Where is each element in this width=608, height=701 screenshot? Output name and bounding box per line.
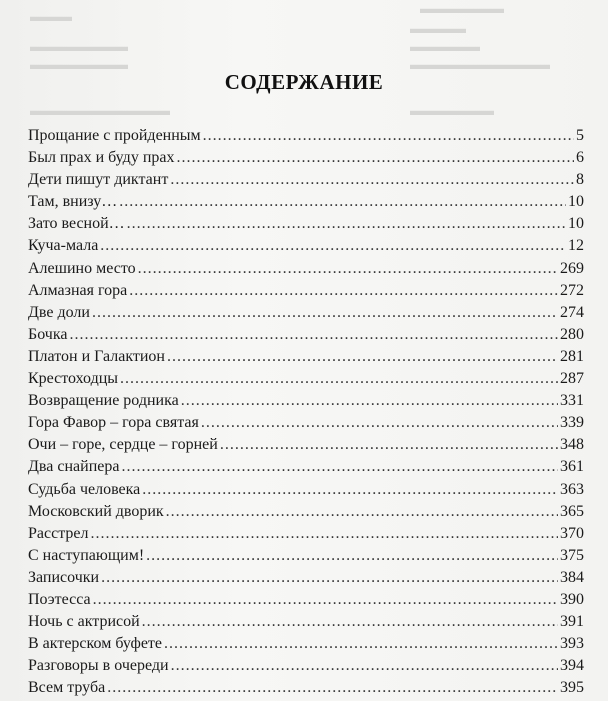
entry-title: Гора Фавор – гора святая <box>28 414 199 432</box>
toc-entry[interactable] <box>28 479 584 501</box>
toc-entry[interactable] <box>28 302 584 324</box>
entry-page: 361 <box>560 458 584 476</box>
toc-entry[interactable] <box>28 368 584 390</box>
entry-page: 348 <box>560 436 584 454</box>
toc-entry[interactable] <box>28 235 584 257</box>
entry-title: Был прах и буду прах <box>28 149 175 167</box>
entry-title: Записочки <box>28 568 100 586</box>
toc-entry[interactable] <box>28 434 584 456</box>
toc-entry[interactable] <box>28 147 584 169</box>
dot-leader <box>142 479 558 501</box>
toc-entry[interactable] <box>28 169 584 191</box>
dot-leader <box>203 125 574 147</box>
entry-page: 384 <box>560 568 584 586</box>
toc-entry[interactable] <box>28 545 584 567</box>
toc-title: СОДЕРЖАНИЕ <box>224 70 384 94</box>
entry-page: 339 <box>560 414 584 432</box>
toc-entry[interactable] <box>28 324 584 346</box>
entry-page: 365 <box>560 502 584 520</box>
entry-title: Два снайпера <box>28 458 120 476</box>
entry-title: Две доли <box>28 303 90 321</box>
dot-leader <box>120 368 558 390</box>
entry-title: Московский дворик <box>28 502 164 520</box>
entry-title: Очи – горе, сердце – горней <box>28 436 218 454</box>
entry-title: Прощание с пройденным <box>28 127 201 144</box>
entry-page: 331 <box>560 392 584 410</box>
entry-title: Алешино место <box>28 259 136 277</box>
dot-leader <box>181 390 558 412</box>
dot-leader <box>121 456 558 478</box>
toc-entry[interactable] <box>28 523 584 545</box>
toc-entry[interactable] <box>28 589 584 611</box>
dot-leader <box>100 235 566 257</box>
toc-entry[interactable] <box>28 390 584 412</box>
entry-title: Платон и Галактион <box>28 347 165 365</box>
entry-page: 394 <box>560 657 584 675</box>
dot-leader <box>176 147 574 169</box>
entry-page: 393 <box>560 635 584 653</box>
entry-page: 363 <box>560 480 584 498</box>
entry-page: 274 <box>560 303 584 321</box>
dot-leader <box>170 169 574 191</box>
entry-page: 287 <box>560 370 584 388</box>
dot-leader <box>107 677 558 699</box>
dot-leader <box>138 258 558 280</box>
entry-title: Судьба человека <box>28 480 141 498</box>
entry-title: Ночь с актрисой <box>28 613 140 631</box>
entry-title: Всем труба <box>28 679 106 697</box>
entry-title: Алмазная гора <box>28 281 128 299</box>
entry-page: 12 <box>568 237 584 255</box>
toc-entry[interactable] <box>28 191 584 213</box>
dot-leader <box>101 567 558 589</box>
entry-title: Куча-мала <box>28 237 99 255</box>
toc-entry[interactable] <box>28 213 584 235</box>
entry-page: 370 <box>560 524 584 542</box>
dot-leader <box>93 589 558 611</box>
dot-leader <box>146 545 558 567</box>
dot-leader <box>92 302 558 324</box>
dot-leader <box>171 655 558 677</box>
entry-page: 10 <box>568 193 584 211</box>
entry-page: 375 <box>560 546 584 564</box>
toc-entry[interactable] <box>28 611 584 633</box>
toc-entry[interactable] <box>28 655 584 677</box>
toc-entry[interactable] <box>28 633 584 655</box>
entry-page: 272 <box>560 281 584 299</box>
toc-entry[interactable] <box>28 280 584 302</box>
book-page: ▬▬▬▬▬▬ ▬▬▬ ▬▬▬▬ ▬▬▬▬▬▬▬ ▬▬▬▬▬ ▬▬▬▬▬▬▬ ▬▬▬▬▬▬▬▬▬▬ ▬▬▬▬▬▬▬▬▬▬ ▬▬▬▬▬▬ СОДЕРЖАНИЕ Прощание с пройденным ..... 5 Был прах и буду прах ..... 6 Дети пишут диктант ..... 8 Там, внизу… ..... 10 Зато весной… ..... 10 Куча-мала ..... 12 Алешино место ..... 269 Алмазная гора ..... 272 Две доли ..... 274 Бочка ..... 280 Платон и Галактион ..... 281 Крестоходцы ..... 287 Возвращение родника ..... 331 Гора Фавор – гора святая ..... 339 Очи – горе, сердце – горней ..... 348 Два снайпера ..... 361 Судьба человека ..... 363 Московский дворик ..... 365 Расстрел ..... 370 С наступающим! ..... 375 Записочки ..... 384 Поэтесса ..... 390 Ночь с актрисой ..... 391 В актерском буфете ..... 393 Разговоры в очереди ..... 394 Всем труба ..... 395 <box>0 0 608 701</box>
toc-entry[interactable] <box>28 346 584 368</box>
entry-page: 395 <box>560 679 584 697</box>
entry-page: 269 <box>560 259 584 277</box>
dot-leader <box>69 324 558 346</box>
entry-page: 5 <box>576 127 584 144</box>
toc-entry[interactable] <box>28 125 584 147</box>
entry-title: Расстрел <box>28 524 89 542</box>
dot-leader <box>167 346 558 368</box>
dot-leader <box>164 633 558 655</box>
dot-leader <box>119 191 566 213</box>
entry-title: Разговоры в очереди <box>28 657 169 675</box>
entry-page: 8 <box>576 171 584 189</box>
toc-entry[interactable] <box>28 677 584 699</box>
entry-title: Зато весной… <box>28 215 125 233</box>
toc-entry[interactable] <box>28 456 584 478</box>
entry-page: 280 <box>560 325 584 343</box>
entry-page: 6 <box>576 149 584 167</box>
entry-title: Крестоходцы <box>28 370 119 388</box>
dot-leader <box>166 501 558 523</box>
toc-list <box>28 125 584 699</box>
dot-leader <box>129 280 558 302</box>
toc-entry[interactable] <box>28 567 584 589</box>
entry-page: 391 <box>560 613 584 631</box>
entry-title: Бочка <box>28 325 68 343</box>
entry-page: 281 <box>560 347 584 365</box>
entry-title: В актерском буфете <box>28 635 163 653</box>
dot-leader <box>90 523 558 545</box>
toc-entry[interactable] <box>28 412 584 434</box>
dot-leader <box>142 611 558 633</box>
entry-page: 390 <box>560 590 584 608</box>
entry-title: С наступающим! <box>28 546 145 564</box>
toc-entry[interactable] <box>28 258 584 280</box>
entry-title: Там, внизу… <box>28 193 118 211</box>
entry-title: Поэтесса <box>28 590 91 608</box>
dot-leader <box>220 434 558 456</box>
entry-title: Дети пишут диктант <box>28 171 169 189</box>
dot-leader <box>127 213 566 235</box>
entry-title: Возвращение родника <box>28 392 179 410</box>
dot-leader <box>201 412 558 434</box>
entry-page: 10 <box>568 215 584 233</box>
toc-entry[interactable] <box>28 501 584 523</box>
